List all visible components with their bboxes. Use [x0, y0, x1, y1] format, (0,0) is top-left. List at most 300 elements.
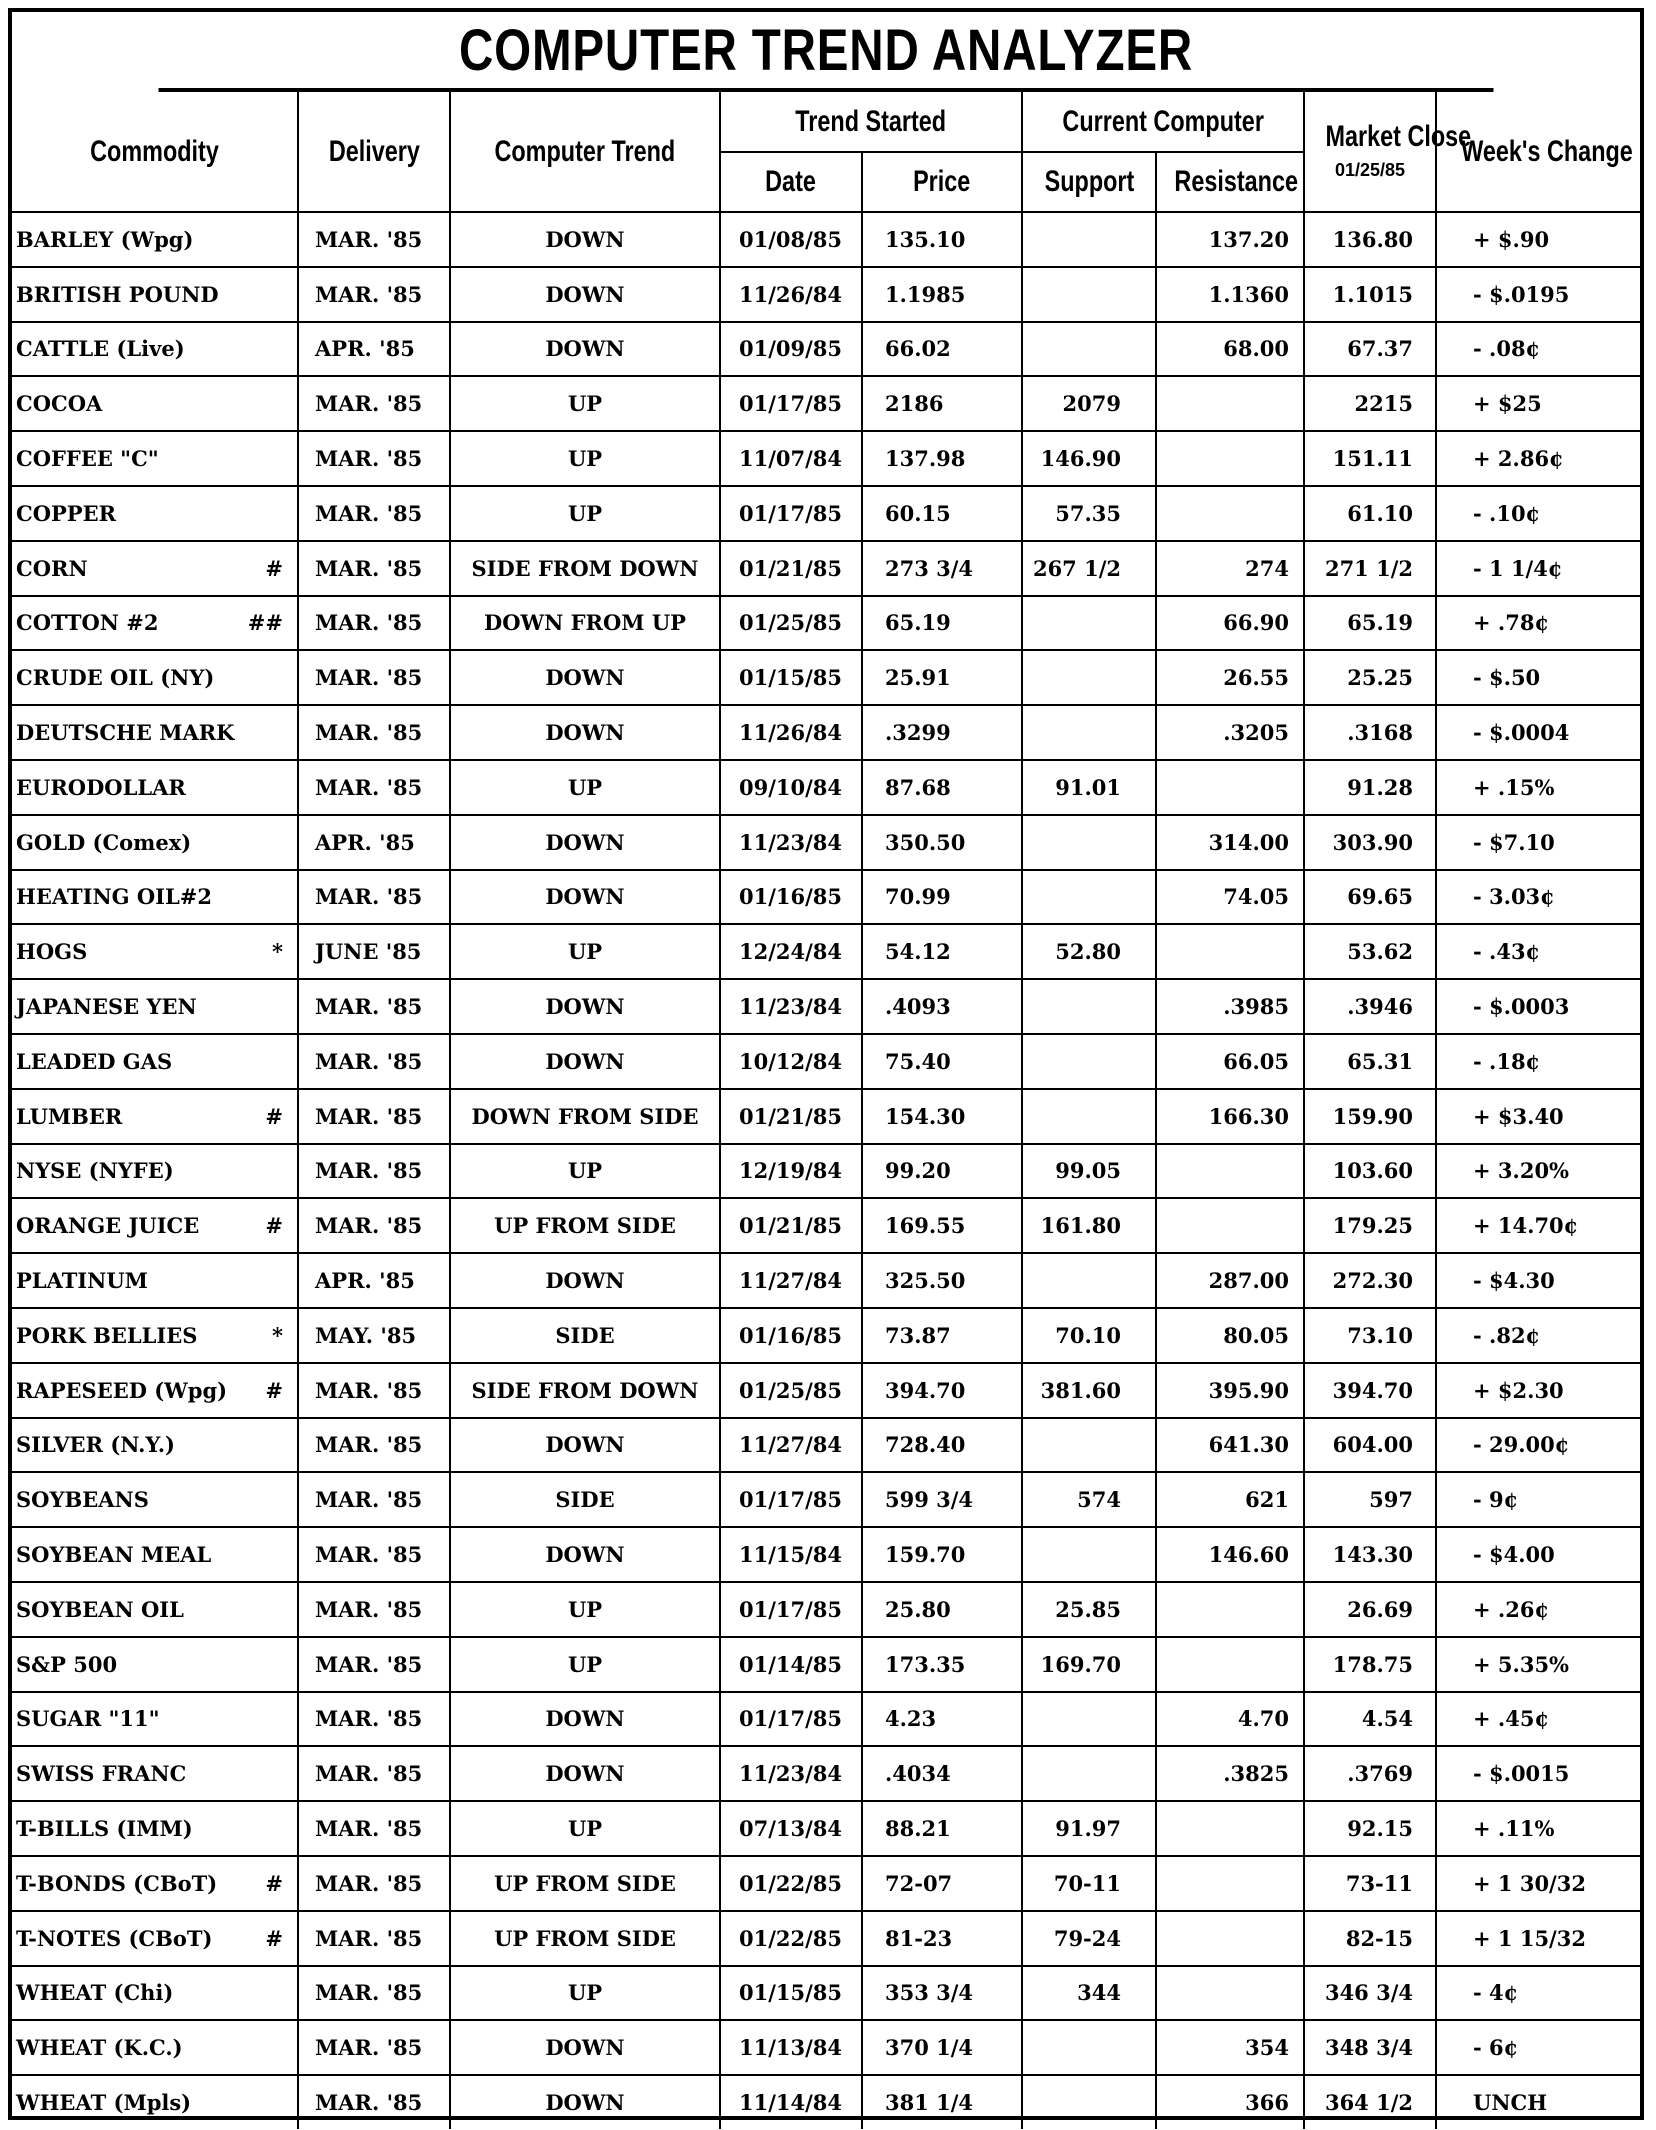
trend-price-cell: 154.30	[862, 1089, 1022, 1144]
table-body	[12, 212, 1640, 2129]
commodity-cell	[12, 1089, 298, 1144]
commodity-name: COCOA	[16, 391, 103, 417]
trend-date-cell: 11/23/84	[720, 815, 862, 870]
trend-price-cell: 75.40	[862, 1034, 1022, 1089]
resistance-cell	[1156, 924, 1304, 979]
trend-price-cell: 353 3/4	[862, 1966, 1022, 2021]
commodity-name: NYSE (NYFE)	[16, 1158, 174, 1184]
support-cell	[1022, 1746, 1156, 1801]
table-row	[12, 486, 1640, 541]
resistance-cell: 4.70	[1156, 1692, 1304, 1747]
commodity-name: CORN	[16, 555, 88, 581]
delivery-cell: MAR. '85	[298, 1527, 450, 1582]
table-row	[12, 1144, 1640, 1199]
commodity-cell	[12, 705, 298, 760]
trend-price-cell: 350.50	[862, 815, 1022, 870]
resistance-cell: 395.90	[1156, 1363, 1304, 1418]
trend-date-cell: 01/25/85	[720, 1363, 862, 1418]
commodity-name: S&P 500	[16, 1651, 118, 1677]
commodity-cell	[12, 431, 298, 486]
commodity-name: GOLD (Comex)	[16, 829, 192, 855]
table-row	[12, 1746, 1640, 1801]
trend-price-cell: 4.23	[862, 1692, 1022, 1747]
support-cell: 381.60	[1022, 1363, 1156, 1418]
weeks-change-cell: + $3.40	[1436, 1089, 1640, 1144]
resistance-cell: 26.55	[1156, 650, 1304, 705]
market-close-cell: 61.10	[1304, 486, 1436, 541]
commodity-name: ORANGE JUICE	[16, 1213, 200, 1239]
trend-cell: DOWN	[450, 1746, 720, 1801]
weeks-change-cell: - $.0004	[1436, 705, 1640, 760]
delivery-cell: MAR. '85	[298, 760, 450, 815]
trend-cell: DOWN	[450, 650, 720, 705]
market-close-cell: 2215	[1304, 376, 1436, 431]
trend-cell: DOWN	[450, 2020, 720, 2075]
trend-price-cell: 81-23	[862, 1911, 1022, 1966]
trend-date-cell: 01/22/85	[720, 1911, 862, 1966]
header-commodity: Commodity	[12, 92, 298, 212]
resistance-cell: 287.00	[1156, 1253, 1304, 1308]
trend-cell: DOWN	[450, 1418, 720, 1473]
commodity-name: LUMBER	[16, 1103, 123, 1129]
weeks-change-cell: - $.0003	[1436, 979, 1640, 1034]
table-row	[12, 1582, 1640, 1637]
footnote-mark: #	[265, 1377, 283, 1403]
delivery-cell: MAR. '85	[298, 870, 450, 925]
trend-price-cell: 599 3/4	[862, 1472, 1022, 1527]
weeks-change-cell: + 2.86¢	[1436, 431, 1640, 486]
resistance-cell	[1156, 431, 1304, 486]
trend-date-cell: 01/21/85	[720, 541, 862, 596]
commodity-name: SWISS FRANC	[16, 1761, 187, 1787]
commodity-name: WHEAT (K.C.)	[16, 2035, 183, 2061]
resistance-cell: 366	[1156, 2075, 1304, 2129]
table-row	[12, 1418, 1640, 1473]
table-row	[12, 979, 1640, 1034]
commodity-name: JAPANESE YEN	[16, 994, 197, 1020]
trend-date-cell: 12/19/84	[720, 1144, 862, 1199]
trend-price-cell: 169.55	[862, 1198, 1022, 1253]
trend-price-cell: 2186	[862, 376, 1022, 431]
trend-price-cell: 70.99	[862, 870, 1022, 925]
weeks-change-cell: - $4.30	[1436, 1253, 1640, 1308]
table-row	[12, 1089, 1640, 1144]
trend-cell: UP	[450, 924, 720, 979]
support-cell	[1022, 1527, 1156, 1582]
resistance-cell	[1156, 1198, 1304, 1253]
market-close-cell: 394.70	[1304, 1363, 1436, 1418]
support-cell: 52.80	[1022, 924, 1156, 979]
commodity-cell	[12, 2020, 298, 2075]
resistance-cell	[1156, 1637, 1304, 1692]
market-close-cell: 82-15	[1304, 1911, 1436, 1966]
resistance-cell: 74.05	[1156, 870, 1304, 925]
trend-price-cell: 173.35	[862, 1637, 1022, 1692]
delivery-cell: MAR. '85	[298, 1034, 450, 1089]
market-close-cell: 73-11	[1304, 1856, 1436, 1911]
trend-price-cell: 159.70	[862, 1527, 1022, 1582]
support-cell: 267 1/2	[1022, 541, 1156, 596]
commodity-name: SILVER (N.Y.)	[16, 1432, 175, 1458]
trend-date-cell: 01/17/85	[720, 486, 862, 541]
weeks-change-cell: + 3.20%	[1436, 1144, 1640, 1199]
commodity-cell	[12, 1911, 298, 1966]
support-cell: 161.80	[1022, 1198, 1156, 1253]
header-current-computer: Current Computer	[1022, 92, 1304, 152]
commodity-cell	[12, 650, 298, 705]
commodity-name: BRITISH POUND	[16, 281, 219, 307]
table-row	[12, 1911, 1640, 1966]
commodity-cell	[12, 924, 298, 979]
commodity-name: COFFEE "C"	[16, 446, 159, 472]
market-close-cell: 53.62	[1304, 924, 1436, 979]
table-row	[12, 2020, 1640, 2075]
delivery-cell: MAR. '85	[298, 979, 450, 1034]
market-close-cell: 604.00	[1304, 1418, 1436, 1473]
trend-date-cell: 11/27/84	[720, 1253, 862, 1308]
weeks-change-cell: + 1 15/32	[1436, 1911, 1640, 1966]
table-row	[12, 1801, 1640, 1856]
support-cell	[1022, 2020, 1156, 2075]
commodity-name: T-BONDS (CBoT)	[16, 1870, 218, 1896]
commodity-name: LEADED GAS	[16, 1048, 173, 1074]
resistance-cell: 80.05	[1156, 1308, 1304, 1363]
resistance-cell	[1156, 1856, 1304, 1911]
market-close-cell: 303.90	[1304, 815, 1436, 870]
delivery-cell: MAR. '85	[298, 541, 450, 596]
commodity-name: PLATINUM	[16, 1268, 148, 1294]
trend-cell: DOWN	[450, 212, 720, 267]
trend-date-cell: 11/26/84	[720, 267, 862, 322]
trend-price-cell: 72-07	[862, 1856, 1022, 1911]
delivery-cell: MAR. '85	[298, 1746, 450, 1801]
trend-price-cell: 325.50	[862, 1253, 1022, 1308]
footnote-mark: #	[265, 1870, 283, 1896]
trend-cell: DOWN	[450, 1034, 720, 1089]
support-cell: 169.70	[1022, 1637, 1156, 1692]
delivery-cell: MAR. '85	[298, 1801, 450, 1856]
support-cell	[1022, 2075, 1156, 2129]
commodity-name: CRUDE OIL (NY)	[16, 665, 215, 691]
table-row	[12, 1637, 1640, 1692]
market-close-cell: .3168	[1304, 705, 1436, 760]
commodity-name: SUGAR "11"	[16, 1706, 160, 1732]
trend-date-cell: 01/09/85	[720, 322, 862, 377]
market-close-cell: 597	[1304, 1472, 1436, 1527]
table-row	[12, 1966, 1640, 2021]
weeks-change-cell: - 1 1/4¢	[1436, 541, 1640, 596]
commodity-cell	[12, 1253, 298, 1308]
table-row	[12, 1034, 1640, 1089]
delivery-cell: MAR. '85	[298, 1582, 450, 1637]
trend-date-cell: 01/25/85	[720, 596, 862, 651]
delivery-cell: MAR. '85	[298, 1637, 450, 1692]
support-cell: 70.10	[1022, 1308, 1156, 1363]
trend-date-cell: 11/07/84	[720, 431, 862, 486]
market-close-cell: 348 3/4	[1304, 2020, 1436, 2075]
trend-cell: DOWN	[450, 2075, 720, 2129]
trend-cell: UP FROM SIDE	[450, 1856, 720, 1911]
trend-price-cell: 394.70	[862, 1363, 1022, 1418]
market-close-cell: 26.69	[1304, 1582, 1436, 1637]
support-cell	[1022, 979, 1156, 1034]
trend-price-cell: 65.19	[862, 596, 1022, 651]
resistance-cell: 137.20	[1156, 212, 1304, 267]
resistance-cell: 166.30	[1156, 1089, 1304, 1144]
commodity-cell	[12, 1034, 298, 1089]
delivery-cell: JUNE '85	[298, 924, 450, 979]
trend-cell: UP	[450, 431, 720, 486]
resistance-cell: 354	[1156, 2020, 1304, 2075]
support-cell: 57.35	[1022, 486, 1156, 541]
weeks-change-cell: - 29.00¢	[1436, 1418, 1640, 1473]
market-close-cell: 67.37	[1304, 322, 1436, 377]
weeks-change-cell: + 5.35%	[1436, 1637, 1640, 1692]
delivery-cell: MAR. '85	[298, 2020, 450, 2075]
support-cell: 91.97	[1022, 1801, 1156, 1856]
support-cell	[1022, 212, 1156, 267]
delivery-cell: MAR. '85	[298, 650, 450, 705]
table-row	[12, 924, 1640, 979]
table-row	[12, 596, 1640, 651]
table-row	[12, 322, 1640, 377]
commodity-cell	[12, 1363, 298, 1418]
delivery-cell: MAR. '85	[298, 1418, 450, 1473]
commodity-cell	[12, 1198, 298, 1253]
header-delivery: Delivery	[298, 92, 450, 212]
support-cell	[1022, 705, 1156, 760]
market-close-cell: 103.60	[1304, 1144, 1436, 1199]
market-close-cell: 91.28	[1304, 760, 1436, 815]
delivery-cell: MAR. '85	[298, 431, 450, 486]
commodity-cell	[12, 1746, 298, 1801]
market-close-cell: 65.19	[1304, 596, 1436, 651]
resistance-cell	[1156, 760, 1304, 815]
delivery-cell: MAR. '85	[298, 1966, 450, 2021]
table-header	[12, 92, 1640, 212]
market-close-cell: 271 1/2	[1304, 541, 1436, 596]
commodity-cell	[12, 1582, 298, 1637]
trend-price-cell: 25.91	[862, 650, 1022, 705]
resistance-cell: 66.90	[1156, 596, 1304, 651]
commodity-cell	[12, 1527, 298, 1582]
commodity-name: COPPER	[16, 500, 117, 526]
trend-date-cell: 11/13/84	[720, 2020, 862, 2075]
trend-date-cell: 01/17/85	[720, 1472, 862, 1527]
table-row	[12, 267, 1640, 322]
commodity-cell	[12, 1966, 298, 2021]
commodity-name: DEUTSCHE MARK	[16, 720, 235, 746]
commodity-cell	[12, 1637, 298, 1692]
support-cell	[1022, 1418, 1156, 1473]
resistance-cell: .3205	[1156, 705, 1304, 760]
support-cell: 344	[1022, 1966, 1156, 2021]
support-cell: 574	[1022, 1472, 1156, 1527]
trend-date-cell: 01/14/85	[720, 1637, 862, 1692]
trend-date-cell: 01/16/85	[720, 870, 862, 925]
commodity-name: SOYBEANS	[16, 1487, 149, 1513]
market-close-cell: 159.90	[1304, 1089, 1436, 1144]
weeks-change-cell: + .15%	[1436, 760, 1640, 815]
header-price: Price	[862, 152, 1022, 212]
trend-date-cell: 09/10/84	[720, 760, 862, 815]
market-close-cell: 69.65	[1304, 870, 1436, 925]
weeks-change-cell: + .11%	[1436, 1801, 1640, 1856]
trend-date-cell: 11/27/84	[720, 1418, 862, 1473]
market-close-cell: 73.10	[1304, 1308, 1436, 1363]
market-close-cell: 151.11	[1304, 431, 1436, 486]
commodity-name: HEATING OIL#2	[16, 884, 212, 910]
commodity-cell	[12, 541, 298, 596]
delivery-cell: MAR. '85	[298, 267, 450, 322]
commodity-name: T-BILLS (IMM)	[16, 1816, 193, 1841]
commodity-cell	[12, 870, 298, 925]
market-close-cell: 178.75	[1304, 1637, 1436, 1692]
commodity-cell	[12, 1308, 298, 1363]
delivery-cell: MAR. '85	[298, 705, 450, 760]
trend-cell: DOWN	[450, 1527, 720, 1582]
trend-price-cell: 73.87	[862, 1308, 1022, 1363]
trend-cell: UP FROM SIDE	[450, 1198, 720, 1253]
weeks-change-cell: + .78¢	[1436, 596, 1640, 651]
resistance-cell: 1.1360	[1156, 267, 1304, 322]
trend-price-cell: 99.20	[862, 1144, 1022, 1199]
weeks-change-cell: - 3.03¢	[1436, 870, 1640, 925]
support-cell	[1022, 870, 1156, 925]
resistance-cell: 314.00	[1156, 815, 1304, 870]
delivery-cell: MAR. '85	[298, 212, 450, 267]
trend-date-cell: 10/12/84	[720, 1034, 862, 1089]
weeks-change-cell: - 6¢	[1436, 2020, 1640, 2075]
trend-cell: SIDE	[450, 1472, 720, 1527]
table-row	[12, 376, 1640, 431]
commodity-cell	[12, 979, 298, 1034]
commodity-name: HOGS	[16, 939, 88, 965]
support-cell: 25.85	[1022, 1582, 1156, 1637]
weeks-change-cell: - .82¢	[1436, 1308, 1640, 1363]
commodity-name: BARLEY (Wpg)	[16, 226, 194, 252]
trend-price-cell: 66.02	[862, 322, 1022, 377]
trend-cell: UP	[450, 1966, 720, 2021]
trend-analyzer-sheet	[8, 8, 1644, 2120]
trend-date-cell: 11/15/84	[720, 1527, 862, 1582]
footnote-mark: *	[272, 939, 283, 965]
table-row	[12, 431, 1640, 486]
delivery-cell: MAR. '85	[298, 1144, 450, 1199]
trend-price-cell: 60.15	[862, 486, 1022, 541]
table-row	[12, 1363, 1640, 1418]
trend-price-cell: 273 3/4	[862, 541, 1022, 596]
weeks-change-cell: - 4¢	[1436, 1966, 1640, 2021]
table-row	[12, 1198, 1640, 1253]
trend-date-cell: 01/15/85	[720, 1966, 862, 2021]
delivery-cell: MAR. '85	[298, 1911, 450, 1966]
table-row	[12, 760, 1640, 815]
weeks-change-cell: - .08¢	[1436, 322, 1640, 377]
weeks-change-cell: UNCH	[1436, 2075, 1640, 2129]
footnote-mark: ##	[247, 610, 283, 636]
trend-price-cell: 728.40	[862, 1418, 1022, 1473]
commodity-cell	[12, 815, 298, 870]
header-resistance: Resistance	[1156, 152, 1304, 212]
commodity-cell	[12, 486, 298, 541]
trend-date-cell: 01/17/85	[720, 1692, 862, 1747]
market-close-cell: .3769	[1304, 1746, 1436, 1801]
trend-price-cell: 370 1/4	[862, 2020, 1022, 2075]
resistance-cell	[1156, 1144, 1304, 1199]
resistance-cell	[1156, 1801, 1304, 1856]
commodity-name: WHEAT (Chi)	[16, 1980, 174, 2006]
trend-cell: DOWN	[450, 979, 720, 1034]
market-close-cell: 179.25	[1304, 1198, 1436, 1253]
delivery-cell: MAR. '85	[298, 1856, 450, 1911]
trend-price-cell: 25.80	[862, 1582, 1022, 1637]
commodity-cell	[12, 1856, 298, 1911]
delivery-cell: APR. '85	[298, 815, 450, 870]
commodity-cell	[12, 267, 298, 322]
market-close-cell: 25.25	[1304, 650, 1436, 705]
commodity-name: COTTON #2	[16, 610, 159, 636]
trend-date-cell: 11/23/84	[720, 979, 862, 1034]
delivery-cell: MAR. '85	[298, 486, 450, 541]
weeks-change-cell: - $7.10	[1436, 815, 1640, 870]
trend-cell: UP	[450, 486, 720, 541]
support-cell	[1022, 1089, 1156, 1144]
resistance-cell	[1156, 486, 1304, 541]
table-row	[12, 650, 1640, 705]
commodity-cell	[12, 1472, 298, 1527]
trend-cell: UP	[450, 1637, 720, 1692]
trend-cell: UP	[450, 760, 720, 815]
table-row	[12, 815, 1640, 870]
weeks-change-cell: - .10¢	[1436, 486, 1640, 541]
commodity-cell	[12, 1692, 298, 1747]
weeks-change-cell: - $.0195	[1436, 267, 1640, 322]
market-close-cell: 1.1015	[1304, 267, 1436, 322]
commodity-cell	[12, 1144, 298, 1199]
resistance-cell: 274	[1156, 541, 1304, 596]
trend-cell: UP	[450, 1144, 720, 1199]
resistance-cell: 68.00	[1156, 322, 1304, 377]
footnote-mark: *	[272, 1322, 283, 1348]
trend-price-cell: .4093	[862, 979, 1022, 1034]
trend-price-cell: 87.68	[862, 760, 1022, 815]
trend-cell: UP	[450, 1801, 720, 1856]
trend-table	[12, 92, 1640, 2129]
support-cell	[1022, 1253, 1156, 1308]
trend-price-cell: .4034	[862, 1746, 1022, 1801]
market-close-cell: .3946	[1304, 979, 1436, 1034]
support-cell	[1022, 815, 1156, 870]
trend-date-cell: 11/26/84	[720, 705, 862, 760]
trend-cell: UP	[450, 376, 720, 431]
support-cell: 99.05	[1022, 1144, 1156, 1199]
trend-cell: DOWN	[450, 705, 720, 760]
commodity-name: SOYBEAN OIL	[16, 1596, 184, 1622]
weeks-change-cell: - .43¢	[1436, 924, 1640, 979]
trend-date-cell: 07/13/84	[720, 1801, 862, 1856]
trend-date-cell: 01/21/85	[720, 1089, 862, 1144]
resistance-cell: 146.60	[1156, 1527, 1304, 1582]
trend-cell: UP FROM SIDE	[450, 1911, 720, 1966]
trend-cell: UP	[450, 1582, 720, 1637]
market-close-cell: 364 1/2	[1304, 2075, 1436, 2129]
resistance-cell: .3985	[1156, 979, 1304, 1034]
header-support: Support	[1022, 152, 1156, 212]
header-date: Date	[720, 152, 862, 212]
market-close-cell: 136.80	[1304, 212, 1436, 267]
weeks-change-cell: - .18¢	[1436, 1034, 1640, 1089]
